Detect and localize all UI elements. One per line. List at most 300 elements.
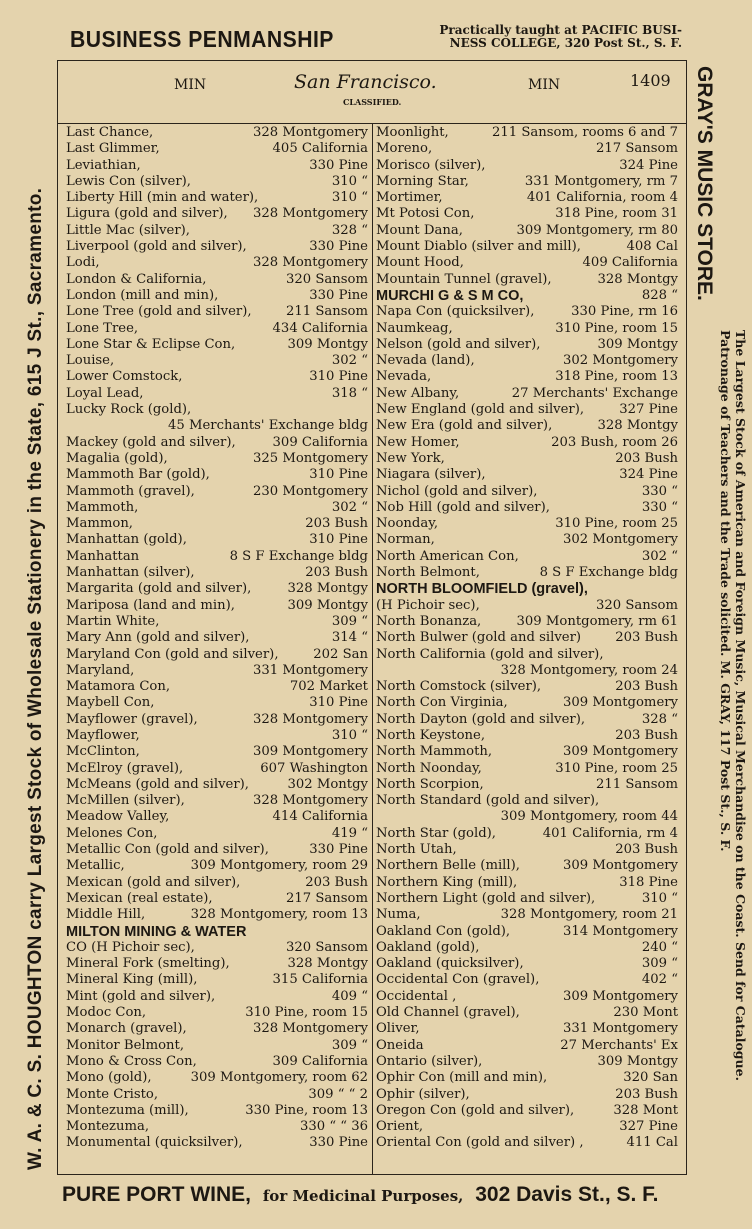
- entry-address: 310 “: [331, 727, 368, 743]
- entry-address: 310 Pine, room 25: [555, 516, 678, 532]
- right-side-advertisement-text: The Largest Stock of American and Foreign Music, Musical Merchandise on the Coast. Send for Catalogue. Patronage of Teachers and the Trade solicited. M. GRAY, 117 Post St., S. F.: [718, 330, 748, 1081]
- entry-name: Loyal Lead,: [66, 385, 144, 401]
- directory-entry: [376, 1021, 678, 1037]
- entry-name: North Keystone,: [376, 727, 486, 743]
- entry-name: CO (H Pichoir sec),: [66, 939, 195, 955]
- entry-address: 328 “: [641, 711, 678, 727]
- entry-address: 309 Montgy: [287, 597, 368, 613]
- entry-address: 203 Bush: [615, 679, 678, 695]
- page-number: 1409: [630, 71, 671, 90]
- entry-address: 309 Montgy: [597, 336, 678, 352]
- entry-name: Mammon,: [66, 516, 133, 532]
- entry-name: Morning Star,: [376, 173, 469, 189]
- entry-name: New Homer,: [376, 434, 460, 450]
- entry-name: Maryland,: [66, 662, 135, 678]
- directory-entry: [66, 924, 368, 940]
- entry-name: New York,: [376, 450, 445, 466]
- entry-address: 320 Sansom: [286, 939, 368, 955]
- entry-name: Ophir Con (mill and min),: [376, 1070, 548, 1086]
- directory-entry: [66, 614, 368, 630]
- entry-name: Noonday,: [376, 516, 439, 532]
- entry-address: 328 Montgy: [597, 271, 678, 287]
- directory-entry: [66, 1070, 368, 1086]
- entry-address: 310 Pine, room 25: [555, 760, 678, 776]
- directory-entry: [376, 940, 678, 956]
- entry-address: 328 Montgy: [287, 956, 368, 972]
- entry-address: 330 Pine, rm 16: [571, 304, 678, 320]
- entry-address: 330 “ “ 36: [299, 1119, 368, 1135]
- entry-name: North Noonday,: [376, 760, 482, 776]
- directory-entry: [66, 206, 368, 222]
- entry-address: 309 Montgomery, rm 80: [516, 222, 678, 238]
- entry-address: 328 Montgomery, room 24: [500, 662, 678, 678]
- entry-address: 309 Montgomery: [562, 858, 678, 874]
- entry-name: Lone Tree (gold and silver),: [66, 304, 252, 320]
- entry-name: North Utah,: [376, 842, 457, 858]
- entry-address: 309 “: [641, 956, 678, 972]
- entry-address: 328 Montgomery: [252, 255, 368, 271]
- entry-name: Mt Potosi Con,: [376, 206, 475, 222]
- directory-entry: [376, 272, 678, 288]
- directory-entry: [66, 435, 368, 451]
- entry-address: 328 Montgomery: [252, 125, 368, 140]
- entry-name: Nob Hill (gold and silver),: [376, 499, 550, 515]
- entry-name: Mono (gold),: [66, 1070, 152, 1086]
- entry-name: McClinton,: [66, 744, 140, 760]
- entry-address: 302 Montgomery: [562, 353, 678, 369]
- entry-address: 203 Bush: [305, 565, 368, 581]
- directory-entry: [66, 451, 368, 467]
- left-column: [66, 125, 368, 1152]
- directory-entry: [66, 174, 368, 190]
- entry-name: Monumental (quicksilver),: [66, 1135, 243, 1151]
- directory-entry: [66, 223, 368, 239]
- entry-name: Occidental ,: [376, 988, 457, 1004]
- entry-name: McElroy (gravel),: [66, 760, 184, 776]
- directory-entry: [376, 581, 678, 597]
- directory-entry: [66, 1021, 368, 1037]
- directory-entry: [66, 1054, 368, 1070]
- entry-address: 203 Bush: [615, 842, 678, 858]
- directory-entry: [66, 369, 368, 385]
- directory-entry: [376, 451, 678, 467]
- entry-name: Mammoth,: [66, 499, 139, 515]
- entry-address: 409 “: [331, 988, 368, 1004]
- entry-name: Occidental Con (gravel),: [376, 972, 540, 988]
- top-ad-subtext: [342, 24, 682, 50]
- directory-entry: [376, 1054, 678, 1070]
- entry-name: Mint (gold and silver),: [66, 988, 216, 1004]
- entry-address: 328 Montgomery: [252, 206, 368, 222]
- entry-name: Nevada,: [376, 369, 432, 385]
- entry-address: 327 Pine: [619, 402, 678, 418]
- entry-address: 45 Merchants' Exchange bldg: [168, 418, 368, 434]
- directory-entry: [376, 630, 678, 646]
- entry-address: 309 Montgomery, room 44: [500, 809, 678, 825]
- entry-address: 310 Pine, room 15: [245, 1005, 368, 1021]
- directory-entry: [66, 956, 368, 972]
- directory-entry: [66, 288, 368, 304]
- directory-entry: [376, 712, 678, 728]
- entry-name: Oneida: [376, 1037, 424, 1053]
- directory-entry: [376, 777, 678, 793]
- entry-name: Mackey (gold and silver),: [66, 434, 236, 450]
- entry-name: North Belmont,: [376, 565, 480, 581]
- entry-name: Mammoth (gravel),: [66, 483, 195, 499]
- directory-entry: [376, 761, 678, 777]
- directory-entry: [66, 826, 368, 842]
- directory-entry: [376, 826, 678, 842]
- directory-entry: [376, 842, 678, 858]
- directory-entry: [376, 239, 678, 255]
- directory-entry: [66, 158, 368, 174]
- column-divider: [372, 123, 373, 1174]
- directory-entry: [376, 695, 678, 711]
- entry-address: 702 Market: [289, 679, 368, 695]
- directory-entry: [376, 353, 678, 369]
- entry-address: 309 Montgy: [287, 336, 368, 352]
- bottom-ad-part-3: 302 Davis St., S. F.: [475, 1183, 659, 1206]
- entry-address: 302 Montgy: [287, 776, 368, 792]
- directory-entry: [66, 712, 368, 728]
- entry-address: 328 Mont: [613, 1102, 678, 1118]
- entry-name: Meadow Valley,: [66, 809, 170, 825]
- entry-address: 310 Pine: [309, 695, 368, 711]
- entry-name: North Scorpion,: [376, 776, 484, 792]
- entry-address: 310 Pine: [309, 369, 368, 385]
- entry-address: 331 Montgomery: [562, 1021, 678, 1037]
- entry-address: 302 “: [331, 353, 368, 369]
- directory-entry: [66, 402, 368, 435]
- directory-entry: [376, 141, 678, 157]
- entry-name: Ligura (gold and silver),: [66, 206, 228, 222]
- entry-address: 211 Sansom, rooms 6 and 7: [492, 125, 678, 140]
- entry-name: Mammoth Bar (gold),: [66, 467, 210, 483]
- entry-name: Lucky Rock (gold),: [66, 402, 192, 418]
- directory-entry: [376, 402, 678, 418]
- entry-name: Oakland (gold),: [376, 939, 480, 955]
- entry-name: Norman,: [376, 532, 435, 548]
- entry-name: Mary Ann (gold and silver),: [66, 630, 250, 646]
- directory-entry: [376, 891, 678, 907]
- directory-entry: [376, 304, 678, 320]
- directory-entry: [376, 875, 678, 891]
- entry-name: Manhattan (gold),: [66, 532, 187, 548]
- bottom-ad-part-1: PURE PORT WINE,: [62, 1183, 252, 1206]
- directory-entry: [66, 321, 368, 337]
- entry-name: North Con Virginia,: [376, 695, 508, 711]
- directory-entry: [376, 223, 678, 239]
- entry-name: Melones Con,: [66, 825, 158, 841]
- entry-name: Mariposa (land and min),: [66, 597, 235, 613]
- entry-name: North California (gold and silver),: [376, 646, 604, 662]
- entry-address: 324 Pine: [619, 157, 678, 173]
- directory-entry: [66, 940, 368, 956]
- entry-name: Montezuma,: [66, 1119, 150, 1135]
- entry-name: London (mill and min),: [66, 287, 219, 303]
- directory-entry: [376, 907, 678, 923]
- directory-entry: [376, 1005, 678, 1021]
- entry-address: 309 Montgomery, room 62: [190, 1070, 368, 1086]
- entry-address: 328 Montgomery: [252, 711, 368, 727]
- entry-address: 217 Sansom: [596, 141, 678, 157]
- entry-address: 309 “ “ 2: [308, 1086, 368, 1102]
- directory-entry: [376, 1087, 678, 1103]
- directory-entry: [66, 761, 368, 777]
- directory-entry: [376, 532, 678, 548]
- entry-address: 309 “: [331, 613, 368, 629]
- entry-name: Mineral King (mill),: [66, 972, 198, 988]
- entry-address: 328 Montgy: [597, 418, 678, 434]
- directory-entry: [376, 125, 678, 141]
- entry-name: Oakland Con (gold),: [376, 923, 511, 939]
- entry-name: Mayflower (gravel),: [66, 711, 198, 727]
- entry-name: Mexican (gold and silver),: [66, 874, 241, 890]
- directory-entry: [376, 647, 678, 680]
- directory-entry: [376, 206, 678, 222]
- entry-address: 330 “: [641, 499, 678, 515]
- entry-address: 318 “: [331, 385, 368, 401]
- entry-name: Matamora Con,: [66, 679, 171, 695]
- entry-address: 230 Montgomery: [252, 483, 368, 499]
- entry-address: 309 “: [331, 1037, 368, 1053]
- entry-address: 203 Bush: [615, 450, 678, 466]
- bottom-advertisement: [62, 1183, 682, 1217]
- entry-name: North Bulwer (gold and silver): [376, 630, 582, 646]
- entry-address: 330 Pine: [309, 239, 368, 255]
- entry-name: North Standard (gold and silver),: [376, 793, 600, 809]
- entry-address: 434 California: [272, 320, 368, 336]
- right-column: [376, 125, 678, 1152]
- directory-page: [57, 60, 687, 1175]
- entry-name: Old Channel (gravel),: [376, 1005, 520, 1021]
- top-advertisement: [70, 24, 680, 56]
- entry-name: Liberty Hill (min and water),: [66, 190, 259, 206]
- directory-entry: [376, 321, 678, 337]
- header-left-key: MIN: [174, 77, 207, 93]
- entry-address: 309 Montgy: [597, 1053, 678, 1069]
- directory-entry: [376, 793, 678, 826]
- entry-address: 309 California: [272, 434, 368, 450]
- entry-name: McMeans (gold and silver),: [66, 776, 249, 792]
- entry-address: 314 Montgomery: [562, 923, 678, 939]
- directory-entry: [66, 190, 368, 206]
- right-side-advertisement-title: GRAY'S MUSIC STORE.: [693, 66, 716, 301]
- directory-entry: [376, 1103, 678, 1119]
- entry-address: 302 “: [641, 548, 678, 564]
- entry-name: Naumkeag,: [376, 320, 453, 336]
- entry-name: McMillen (silver),: [66, 793, 185, 809]
- directory-entry: [66, 858, 368, 874]
- entry-name: (H Pichoir sec),: [376, 597, 480, 613]
- entry-name: Metallic,: [66, 858, 125, 874]
- directory-entry: [376, 1038, 678, 1054]
- entry-name: Maybell Con,: [66, 695, 155, 711]
- entry-name: Northern Light (gold and silver),: [376, 890, 596, 906]
- directory-entry: [376, 337, 678, 353]
- entry-name: North Mammoth,: [376, 744, 493, 760]
- entry-name: Nelson (gold and silver),: [376, 336, 541, 352]
- entry-name: North American Con,: [376, 548, 519, 564]
- entry-address: 828 “: [641, 287, 678, 303]
- directory-entry: [376, 858, 678, 874]
- top-ad-line-1: Practically taught at PACIFIC BUSI-: [439, 23, 682, 37]
- entry-address: 309 Montgomery, rm 61: [516, 613, 678, 629]
- entry-name: Ontario (silver),: [376, 1053, 483, 1069]
- directory-entry: [66, 598, 368, 614]
- directory-entry: [66, 809, 368, 825]
- directory-entry: [66, 1119, 368, 1135]
- directory-entry: [376, 614, 678, 630]
- entry-address: 203 Bush: [615, 727, 678, 743]
- directory-entry: [66, 1135, 368, 1151]
- directory-entry: [66, 1087, 368, 1103]
- entry-address: 27 Merchants' Ex: [560, 1037, 678, 1053]
- directory-entry: [376, 255, 678, 271]
- entry-address: 320 San: [623, 1070, 678, 1086]
- entry-address: 309 Montgomery: [562, 744, 678, 760]
- directory-entry: [376, 467, 678, 483]
- entry-name: MURCHI G & S M CO,: [376, 287, 524, 304]
- directory-entry: [66, 647, 368, 663]
- entry-address: 309 Montgomery: [252, 744, 368, 760]
- entry-address: 315 California: [272, 972, 368, 988]
- directory-entry: [376, 174, 678, 190]
- entry-name: Little Mac (silver),: [66, 222, 190, 238]
- entry-name: Mexican (real estate),: [66, 890, 213, 906]
- entry-name: Nichol (gold and silver),: [376, 483, 538, 499]
- entry-name: Lone Star & Eclipse Con,: [66, 336, 236, 352]
- directory-entry: [66, 891, 368, 907]
- page-title: San Francisco.: [294, 71, 437, 93]
- entry-address: 328 Montgomery, room 21: [500, 907, 678, 923]
- entry-name: North Star (gold),: [376, 825, 496, 841]
- directory-entry: [66, 581, 368, 597]
- directory-entry: [66, 793, 368, 809]
- entry-address: 8 S F Exchange bldg: [229, 548, 368, 564]
- entry-name: New England (gold and silver),: [376, 402, 585, 418]
- entry-name: Oriental Con (gold and silver) ,: [376, 1135, 584, 1151]
- directory-entry: [376, 989, 678, 1005]
- entry-name: Last Glimmer,: [66, 141, 160, 157]
- entry-name: London & California,: [66, 271, 207, 287]
- entry-name: North Dayton (gold and silver),: [376, 711, 586, 727]
- directory-entry: [376, 1135, 678, 1151]
- entry-name: Last Chance,: [66, 125, 154, 140]
- directory-entry: [66, 272, 368, 288]
- entry-address: 203 Bush, room 26: [551, 434, 678, 450]
- directory-entry: [376, 679, 678, 695]
- entry-name: Mono & Cross Con,: [66, 1053, 197, 1069]
- entry-name: Leviathian,: [66, 157, 141, 173]
- directory-entry: [376, 549, 678, 565]
- entry-address: 328 Montgomery: [252, 1021, 368, 1037]
- entry-name: Mortimer,: [376, 190, 443, 206]
- directory-entry: [66, 141, 368, 157]
- directory-entry: [66, 907, 368, 923]
- entry-address: 328 Montgomery, room 13: [190, 907, 368, 923]
- entry-name: NORTH BLOOMFIELD (gravel),: [376, 581, 588, 598]
- entry-name: Napa Con (quicksilver),: [376, 304, 535, 320]
- entry-name: Monitor Belmont,: [66, 1037, 185, 1053]
- entry-name: Monarch (gravel),: [66, 1021, 187, 1037]
- entry-name: Margarita (gold and silver),: [66, 581, 252, 597]
- entry-name: Oakland (quicksilver),: [376, 956, 524, 972]
- directory-entry: [66, 532, 368, 548]
- entry-name: Northern King (mill),: [376, 874, 518, 890]
- directory-entry: [66, 516, 368, 532]
- entry-name: Martin White,: [66, 613, 160, 629]
- entry-address: 328 Montgomery: [252, 793, 368, 809]
- directory-entry: [376, 924, 678, 940]
- entry-address: 302 “: [331, 499, 368, 515]
- entry-name: New Albany,: [376, 385, 460, 401]
- directory-entry: [376, 744, 678, 760]
- directory-entry: [66, 549, 368, 565]
- directory-entry: [66, 337, 368, 353]
- entry-address: 411 Cal: [626, 1135, 678, 1151]
- directory-entry: [66, 1103, 368, 1119]
- directory-entry: [376, 1070, 678, 1086]
- entry-name: Maryland Con (gold and silver),: [66, 646, 279, 662]
- entry-name: Orient,: [376, 1119, 424, 1135]
- directory-entry: [66, 484, 368, 500]
- entry-address: 330 Pine: [309, 842, 368, 858]
- left-side-advertisement: W. A. & C. S. HOUGHTON carry Largest Stock of Wholesale Stationery in the State, 615 J St., Sacramento.: [25, 187, 46, 1170]
- entry-address: 211 Sansom: [286, 304, 368, 320]
- page-subtitle: CLASSIFIED.: [343, 97, 402, 107]
- entry-name: Oregon Con (gold and silver),: [376, 1102, 575, 1118]
- directory-entry: [66, 565, 368, 581]
- directory-entry: [376, 565, 678, 581]
- entry-address: 320 Sansom: [286, 271, 368, 287]
- directory-entry: [66, 304, 368, 320]
- entry-address: 310 “: [331, 173, 368, 189]
- entry-name: Metallic Con (gold and silver),: [66, 842, 269, 858]
- entry-address: 310 Pine: [309, 532, 368, 548]
- entry-name: Ophir (silver),: [376, 1086, 470, 1102]
- entry-address: 324 Pine: [619, 467, 678, 483]
- entry-address: 310 Pine, room 15: [555, 320, 678, 336]
- entry-name: Nevada (land),: [376, 353, 475, 369]
- entry-address: 607 Washington: [260, 760, 368, 776]
- directory-entry: [66, 630, 368, 646]
- entry-address: 409 California: [582, 255, 678, 271]
- directory-entry: [66, 1038, 368, 1054]
- entry-address: 203 Bush: [305, 516, 368, 532]
- entry-name: Moonlight,: [376, 125, 449, 140]
- entry-address: 330 Pine, room 13: [245, 1102, 368, 1118]
- bottom-ad-part-2: for Medicinal Purposes,: [262, 1187, 464, 1205]
- entry-name: Mineral Fork (smelting),: [66, 956, 230, 972]
- directory-entry: [376, 369, 678, 385]
- directory-entry: [66, 728, 368, 744]
- entry-name: Niagara (silver),: [376, 467, 486, 483]
- entry-address: 8 S F Exchange bldg: [539, 565, 678, 581]
- directory-entry: [376, 386, 678, 402]
- directory-entry: [376, 1119, 678, 1135]
- entry-address: 309 Montgomery, room 29: [190, 858, 368, 874]
- entry-name: Lewis Con (silver),: [66, 173, 191, 189]
- entry-name: North Bonanza,: [376, 613, 482, 629]
- entry-name: Lower Comstock,: [66, 369, 183, 385]
- entry-name: Magalia (gold),: [66, 450, 168, 466]
- directory-entry: [376, 516, 678, 532]
- directory-entry: [376, 418, 678, 434]
- entry-address: 302 Montgomery: [562, 532, 678, 548]
- directory-entry: [66, 842, 368, 858]
- entry-address: 419 “: [331, 825, 368, 841]
